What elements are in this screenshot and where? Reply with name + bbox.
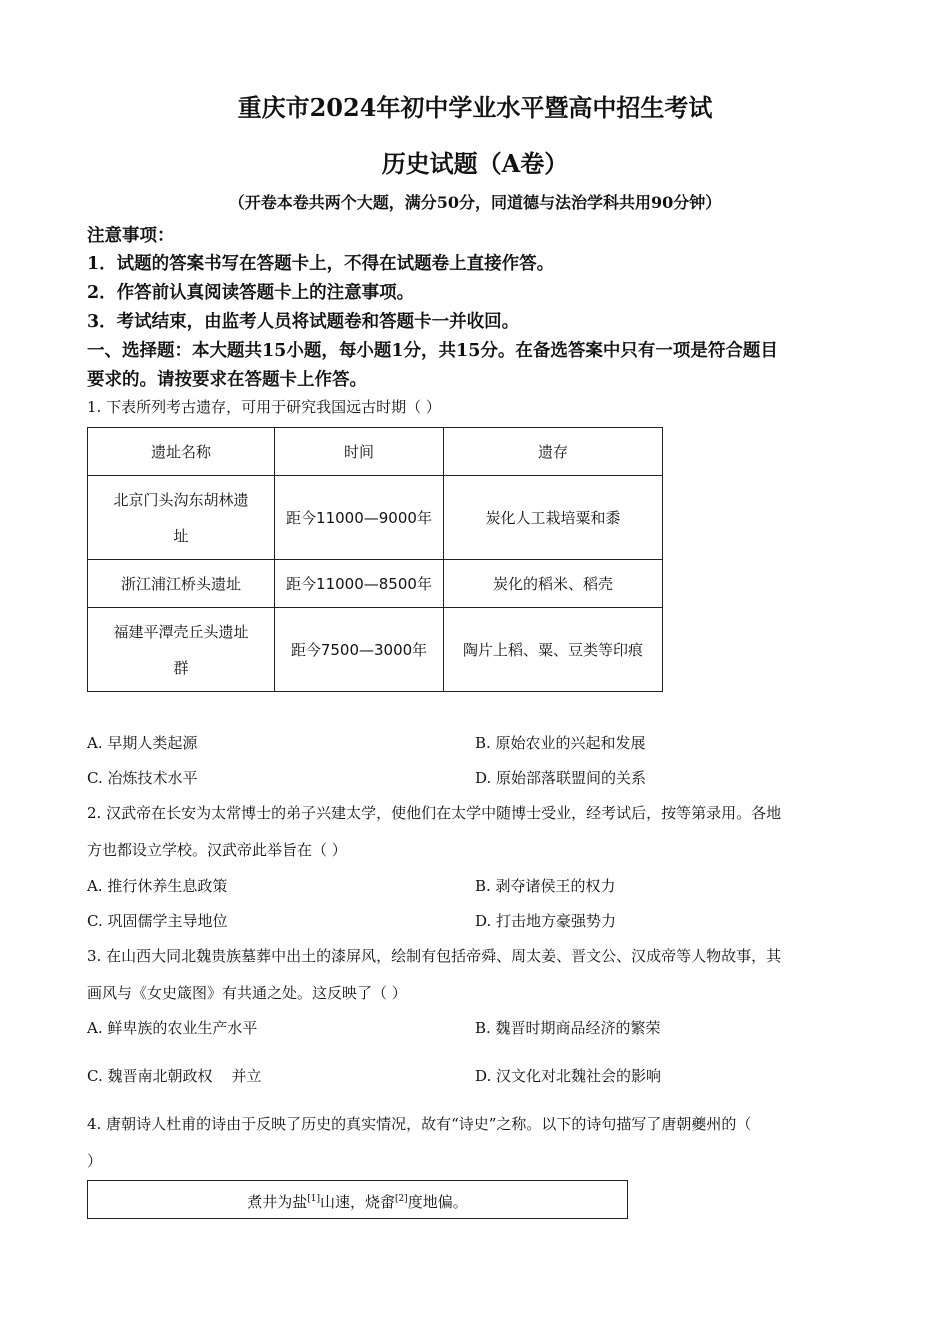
site-name-line: 址 — [173, 526, 189, 545]
site-name-line: 群 — [173, 658, 189, 677]
question-4-stem-cont: ） — [87, 1152, 103, 1170]
q2-option-a: A. 推行休养生息政策 — [87, 877, 228, 895]
q2-option-c: C. 巩固儒学主导地位 — [87, 912, 228, 930]
section-heading: 一、选择题：本大题共15小题，每小题1分，共15分。在备选答案中只有一项是符合题目 — [87, 341, 778, 361]
exam-title: 重庆市2024年初中学业水平暨高中招生考试 — [237, 93, 713, 122]
poem-box — [87, 1180, 628, 1219]
q2-option-b: B. 剥夺诸侯王的权力 — [475, 877, 616, 895]
poem-text: 煮井为盐 — [247, 1193, 308, 1211]
q2-option-d: D. 打击地方豪强势力 — [475, 912, 617, 930]
question-2-stem: 2. 汉武帝在长安为太常博士的弟子兴建太学，使他们在太学中随博士受业，经考试后，按等第录用。各地 — [87, 804, 782, 822]
table-cell-time: 距今11000—8500年 — [275, 560, 444, 608]
notice-item: 3．考试结束，由监考人员将试题卷和答题卡一并收回。 — [87, 312, 520, 332]
q3-option-d: D. 汉文化对北魏社会的影响 — [475, 1067, 662, 1085]
question-4-stem: 4. 唐朝诗人杜甫的诗由于反映了历史的真实情况，故有“诗史”之称。以下的诗句描写了唐朝夔州的（ — [87, 1115, 752, 1133]
notice-item: 2．作答前认真阅读答题卡上的注意事项。 — [87, 283, 415, 303]
table-cell-site — [88, 476, 275, 560]
table-row — [88, 608, 663, 692]
footnote-marker: [1] — [307, 1194, 320, 1204]
table-cell-time: 距今7500—3000年 — [275, 608, 444, 692]
q3-option-b: B. 魏晋时期商品经济的繁荣 — [475, 1019, 661, 1037]
exam-note: （开卷本卷共两个大题，满分50分，同道德与法治学科共用90分钟） — [228, 193, 722, 212]
table-row — [88, 560, 663, 608]
table-header-cell: 时间 — [275, 428, 444, 476]
table-cell-remains: 炭化人工栽培粟和黍 — [444, 476, 663, 560]
table-cell-site: 浙江浦江桥头遗址 — [88, 560, 275, 608]
site-name-line: 北京门头沟东胡林遗 — [113, 490, 249, 509]
section-heading-cont: 要求的。请按要求在答题卡上作答。 — [87, 370, 367, 390]
table-cell-remains: 炭化的稻米、稻壳 — [444, 560, 663, 608]
poem-text: 度地偏。 — [407, 1193, 468, 1211]
question-3-stem-cont: 画风与《女史箴图》有共通之处。这反映了（ ） — [87, 984, 407, 1002]
table-header-cell: 遗存 — [444, 428, 663, 476]
table-cell-site — [88, 608, 275, 692]
table-header-cell: 遗址名称 — [88, 428, 275, 476]
q1-option-d: D. 原始部落联盟间的关系 — [475, 769, 647, 787]
question-1-stem: 1. 下表所列考古遗存，可用于研究我国远古时期（ ） — [87, 398, 441, 416]
question-2-stem-cont: 方也都设立学校。汉武帝此举旨在（ ） — [87, 841, 347, 859]
footnote-marker: [2] — [395, 1194, 408, 1204]
table-header-row — [88, 428, 663, 476]
q3-option-c: C. 魏晋南北朝政权 并立 — [87, 1067, 262, 1085]
question-3-stem: 3. 在山西大同北魏贵族墓葬中出土的漆屏风，绘制有包括帝舜、周太姜、晋文公、汉成帝等人物故事，其 — [87, 947, 782, 965]
sites-table — [87, 427, 663, 692]
site-name-line: 福建平潭壳丘头遗址 — [113, 622, 249, 641]
table-cell-time: 距今11000—9000年 — [275, 476, 444, 560]
exam-subtitle: 历史试题（A卷） — [381, 149, 569, 178]
q1-option-a: A. 早期人类起源 — [87, 734, 198, 752]
notice-heading: 注意事项： — [87, 226, 175, 246]
q3-option-a: A. 鲜卑族的农业生产水平 — [87, 1019, 258, 1037]
table-cell-remains: 陶片上稻、粟、豆类等印痕 — [444, 608, 663, 692]
notice-item: 1．试题的答案书写在答题卡上，不得在试题卷上直接作答。 — [87, 254, 555, 274]
q1-option-b: B. 原始农业的兴起和发展 — [475, 734, 646, 752]
table-row — [88, 476, 663, 560]
q1-option-c: C. 冶炼技术水平 — [87, 769, 198, 787]
poem-text: 山速，烧畬 — [319, 1193, 395, 1211]
